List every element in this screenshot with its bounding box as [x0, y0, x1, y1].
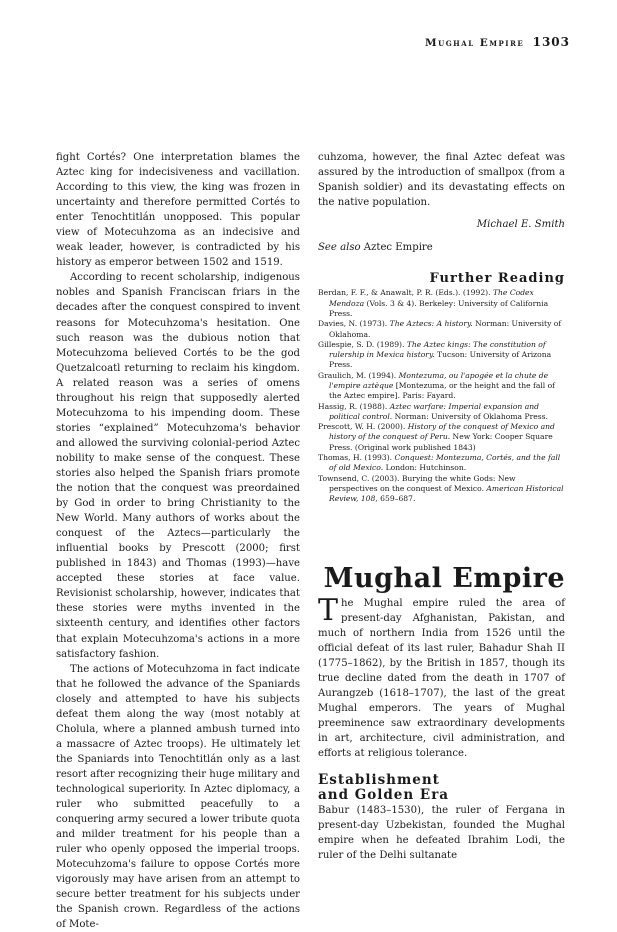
page-number: 1303: [532, 35, 570, 49]
reference-authors: Graulich, M. (1994).: [318, 370, 399, 380]
reference-title: The Codex Mendoza: [329, 288, 534, 308]
reference-authors: Thomas, H. (1993).: [318, 453, 395, 463]
reference-title: American Historical Review, 108,: [329, 483, 564, 504]
reference-title: The Aztec kings: The constitution of rulership in Mexica history.: [329, 339, 546, 360]
paragraph: Babur (1483–1530), the ruler of Fergana in present-day Uzbekistan, founded the Mughal empire when he defeated Ibrahim Lodi, the ruler of the Delhi sultanate: [318, 805, 565, 862]
section-heading: [318, 773, 565, 803]
intro-paragraph: [318, 592, 565, 762]
reference-authors: Berdan, F. F., & Anawalt, P. R. (Eds.). (1992).: [318, 288, 493, 298]
reference-entry: [318, 453, 565, 474]
reference-entry: [318, 474, 565, 505]
reference-authors: Prescott, W. H. (2000).: [318, 422, 408, 432]
reference-publisher: 659–687.: [377, 494, 416, 504]
reference-entry: [318, 319, 565, 340]
reference-publisher: Norman: University of Oklahoma Press.: [392, 411, 548, 421]
reference-entry: [318, 340, 565, 371]
see-also: [318, 240, 565, 255]
see-also-link[interactable]: Aztec Empire: [363, 242, 433, 254]
running-title: Mughal Empire: [424, 37, 525, 49]
reference-authors: Davies, N. (1973).: [318, 319, 390, 329]
reference-list: [318, 288, 565, 504]
reference-publisher: New York: Cooper Square Press. (Original work published 1843): [329, 432, 553, 452]
running-header: [425, 35, 570, 49]
section-heading-line-1: Establishment: [318, 772, 440, 789]
reference-entry: [318, 371, 565, 402]
reference-entry: [318, 288, 565, 319]
paragraph: The actions of Motecuhzoma in fact indicate that he followed the advance of the Spaniards closely and attempted to have his subjects defeat them along the way (most notably at Cholula, where a planned ambush turned into a massacre of Aztec troops). He ultimately let the Spaniards into Tenochtitlán only as a last resort after recognizing their huge military and technological superiority. In Aztec diplomacy, a ruler who submitted peacefully to a conquering army secured a lower tribute quota and milder treatment for his people than a ruler who openly opposed the imperial troops. Motecuhzoma's failure to oppose Cortés more vigorously may have arisen from an attempt to secure better treatment for his subjects under the Spanish crown. Regardless of the actions of Mote-: [56, 663, 300, 931]
reference-authors: Gillespie, S. D. (1989).: [318, 339, 407, 349]
section-heading-line-2: and Golden Era: [318, 787, 450, 804]
reference-publisher: [Montezuma, or the height and the fall of the Aztec empire]. Paris: Fayard.: [329, 381, 555, 401]
reference-title: Montezuma, ou l'apogée et la chute de l'empire aztèque: [329, 370, 549, 390]
reference-authors: Townsend, C. (2003). Burying the white Gods: New perspectives on the conquest of Mexico.: [318, 473, 516, 493]
paragraph: cuhzoma, however, the final Aztec defeat was assured by the introduction of smallpox (from a Spanish soldier) and its devastating effects on the native population.: [318, 152, 565, 209]
reference-title: Conquest: Montezuma, Cortés, and the fall of old Mexico.: [329, 453, 561, 473]
reference-title: History of the conquest of Mexico and history of the conquest of Peru.: [329, 422, 555, 442]
intro-text: he Mughal empire ruled the area of present-day Afghanistan, Pakistan, and much of northern India from 1526 until the official defeat of its last ruler, Bahadur Shah II (1775–1862), by the British in 1857, though its true decline dated from the death in 1707 of Aurangzeb (1618–1707), the last of the great Mughal emperors. The years of Mughal preeminence saw extraordinary developments in art, architecture, civil administration, and efforts at religious tolerance.: [318, 597, 565, 760]
reference-publisher: Tucson: University of Arizona Press.: [329, 350, 552, 370]
reference-publisher: (Vols. 3 & 4). Berkeley: University of California Press.: [329, 298, 549, 318]
reference-publisher: Norman: University of Oklahoma.: [329, 319, 562, 339]
left-column: [56, 150, 300, 932]
paragraph: fight Cortés? One interpretation blames the Aztec king for indecisiveness and vacillation. According to this view, the king was frozen in uncertainty and therefore permitted Cortés to enter Tenochtitlán unopposed. This popular view of Motecuhzoma as an indecisive and weak leader, however, is contradicted by his history as emperor between 1502 and 1519.: [56, 152, 300, 269]
see-also-label: See also: [318, 242, 361, 254]
article-title: Mughal Empire: [323, 562, 565, 594]
paragraph: According to recent scholarship, indigenous nobles and Spanish Franciscan friars in the decades after the conquest conspired to invent reasons for Motecuhzoma's hesitation. One such reason was the dubious notion that Motecuhzoma believed Cortés to be the god Quetzalcoatl returning to reclaim his kingdom. A related reason was a series of omens throughout his reign that supposedly alerted Motecuhzoma to his impending doom. These stories “explained” Motecuhzoma's behavior and allowed the surviving colonial-period Aztec nobility to make sense of the conquest. These stories also helped the Spanish friars promote the notion that the conquest was preordained by God in order to bring Christianity to the New World. Many authors of works about the conquest of the Aztecs—particularly the influential books by Prescott (2000; first published in 1843) and Thomas (1993)—have accepted these stories at face value. Revisionist scholarship, however, indicates that these stories were myths invented in the sixteenth century, and identifies other factors that explain Motecuhzoma's actions in a more satisfactory fashion.: [56, 272, 300, 660]
author-signature: Michael E. Smith: [476, 219, 565, 231]
right-column: [318, 150, 565, 863]
reference-entry: [318, 402, 565, 423]
reference-authors: Hassig, R. (1988).: [318, 401, 390, 411]
reference-title: The Aztecs: A history.: [389, 319, 473, 329]
further-reading-heading: Further Reading: [429, 271, 565, 287]
reference-publisher: London: Hutchinson.: [383, 463, 467, 473]
reference-title: Aztec warfare: Imperial expansion and political control.: [329, 401, 539, 421]
reference-entry: [318, 422, 565, 453]
drop-cap: T: [318, 592, 339, 628]
